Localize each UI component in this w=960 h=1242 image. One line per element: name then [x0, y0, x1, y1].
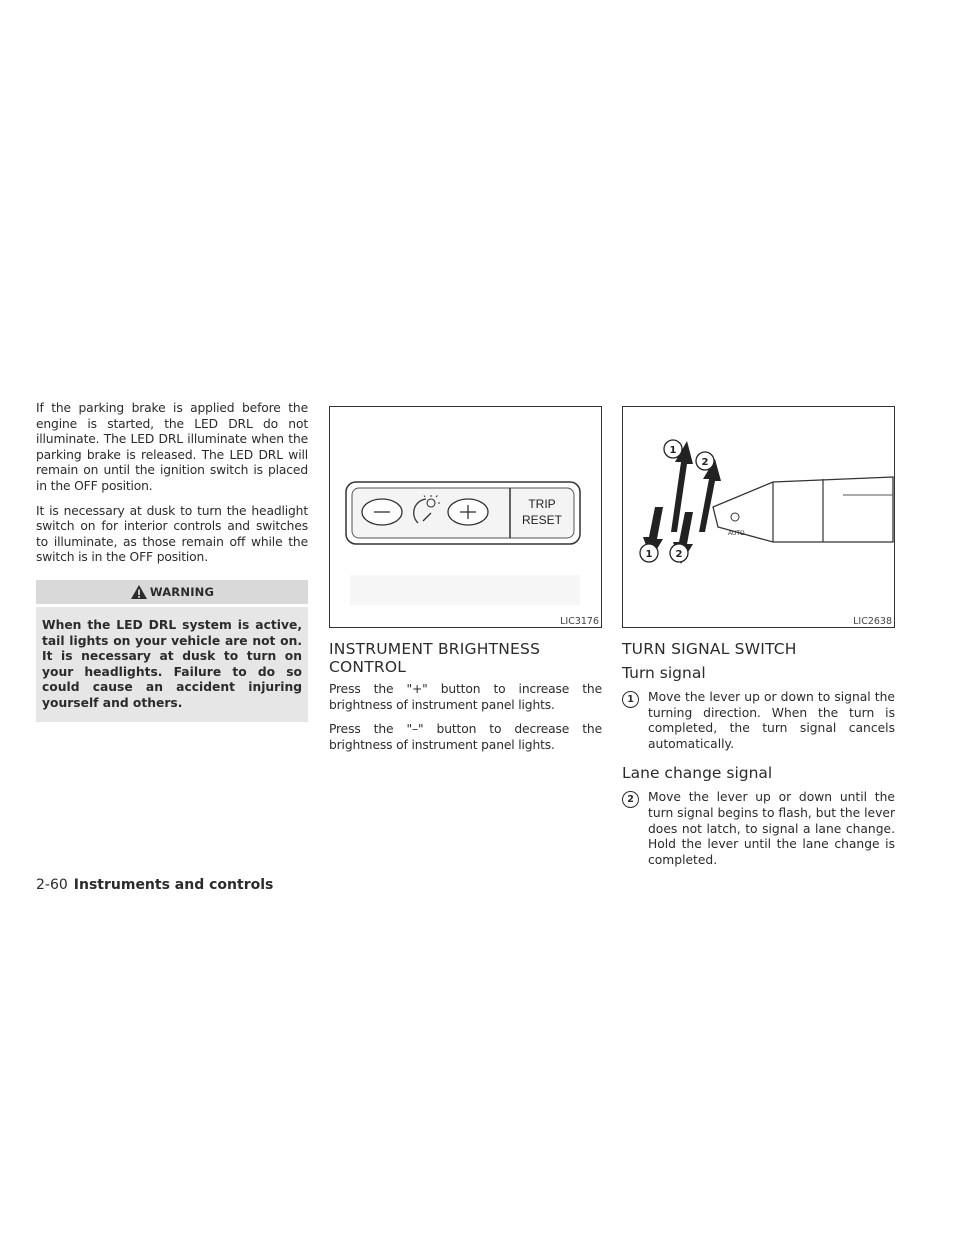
figure-label-2b: 2 — [675, 549, 683, 560]
subheading-turn-signal: Turn signal — [622, 664, 706, 682]
step-number-badge: 2 — [622, 791, 639, 808]
brightness-control-figure — [329, 406, 602, 628]
left-column — [36, 401, 308, 722]
list-item — [622, 790, 895, 868]
figure-code: LIC3176 — [560, 616, 599, 627]
trip-label: TRIP — [528, 497, 556, 511]
list-item — [622, 690, 895, 752]
item-text: Move the lever up or down to signal the turning direction. When the turn is completed, the turn signal cancels automatically. — [648, 690, 895, 751]
warning-header — [36, 580, 308, 604]
page-footer — [36, 877, 273, 893]
brightness-decrease-text: Press the "–" button to decrease the brightness of instrument panel lights. — [329, 722, 602, 752]
figure-label-1: 1 — [669, 445, 677, 456]
auto-label: AUTO — [728, 531, 745, 537]
turn-signal-illustration — [623, 407, 894, 627]
middle-column — [329, 401, 602, 762]
turn-signal-figure — [622, 406, 895, 628]
brightness-control-illustration — [330, 407, 601, 627]
item-text: Move the lever up or down until the turn signal begins to flash, but the lever does not latch, to signal a lane change. Hold the lever until the lane change is completed. — [648, 790, 895, 867]
reset-label: RESET — [521, 513, 563, 527]
warning-icon — [130, 584, 148, 600]
brightness-increase-text: Press the "+" button to increase the brightness of instrument panel lights. — [329, 682, 602, 712]
figure-code: LIC2638 — [853, 616, 892, 627]
figure-label-2: 2 — [701, 457, 709, 468]
section-heading: INSTRUMENT BRIGHTNESS CONTROL — [329, 640, 541, 676]
subheading-lane-change: Lane change signal — [622, 764, 773, 783]
warning-label: WARNING — [149, 584, 215, 599]
right-column — [622, 401, 895, 880]
step-number-badge: 1 — [622, 691, 639, 708]
drl-paragraph-1: If the parking brake is applied before the engine is started, the LED DRL do not illuminate. The LED DRL illuminate when the parking brake is released. The LED DRL will remain on until the ignition switch is placed in the OFF position. — [36, 401, 308, 493]
figure-label-1b: 1 — [645, 549, 653, 560]
section-title: Instruments and controls — [73, 877, 274, 893]
warning-text: When the LED DRL system is active, tail lights on your vehicle are not on. It is necessary at dusk to turn on your headlights. Failure to do so could cause an accident injuring yourself and others. — [36, 607, 308, 722]
page-number: 2-60 — [36, 877, 68, 893]
drl-paragraph-2: It is necessary at dusk to turn the headlight switch on for interior controls and switches to illuminate, as those remain off while the switch is in the OFF position. — [36, 503, 308, 565]
section-heading: TURN SIGNAL SWITCH — [622, 640, 797, 658]
